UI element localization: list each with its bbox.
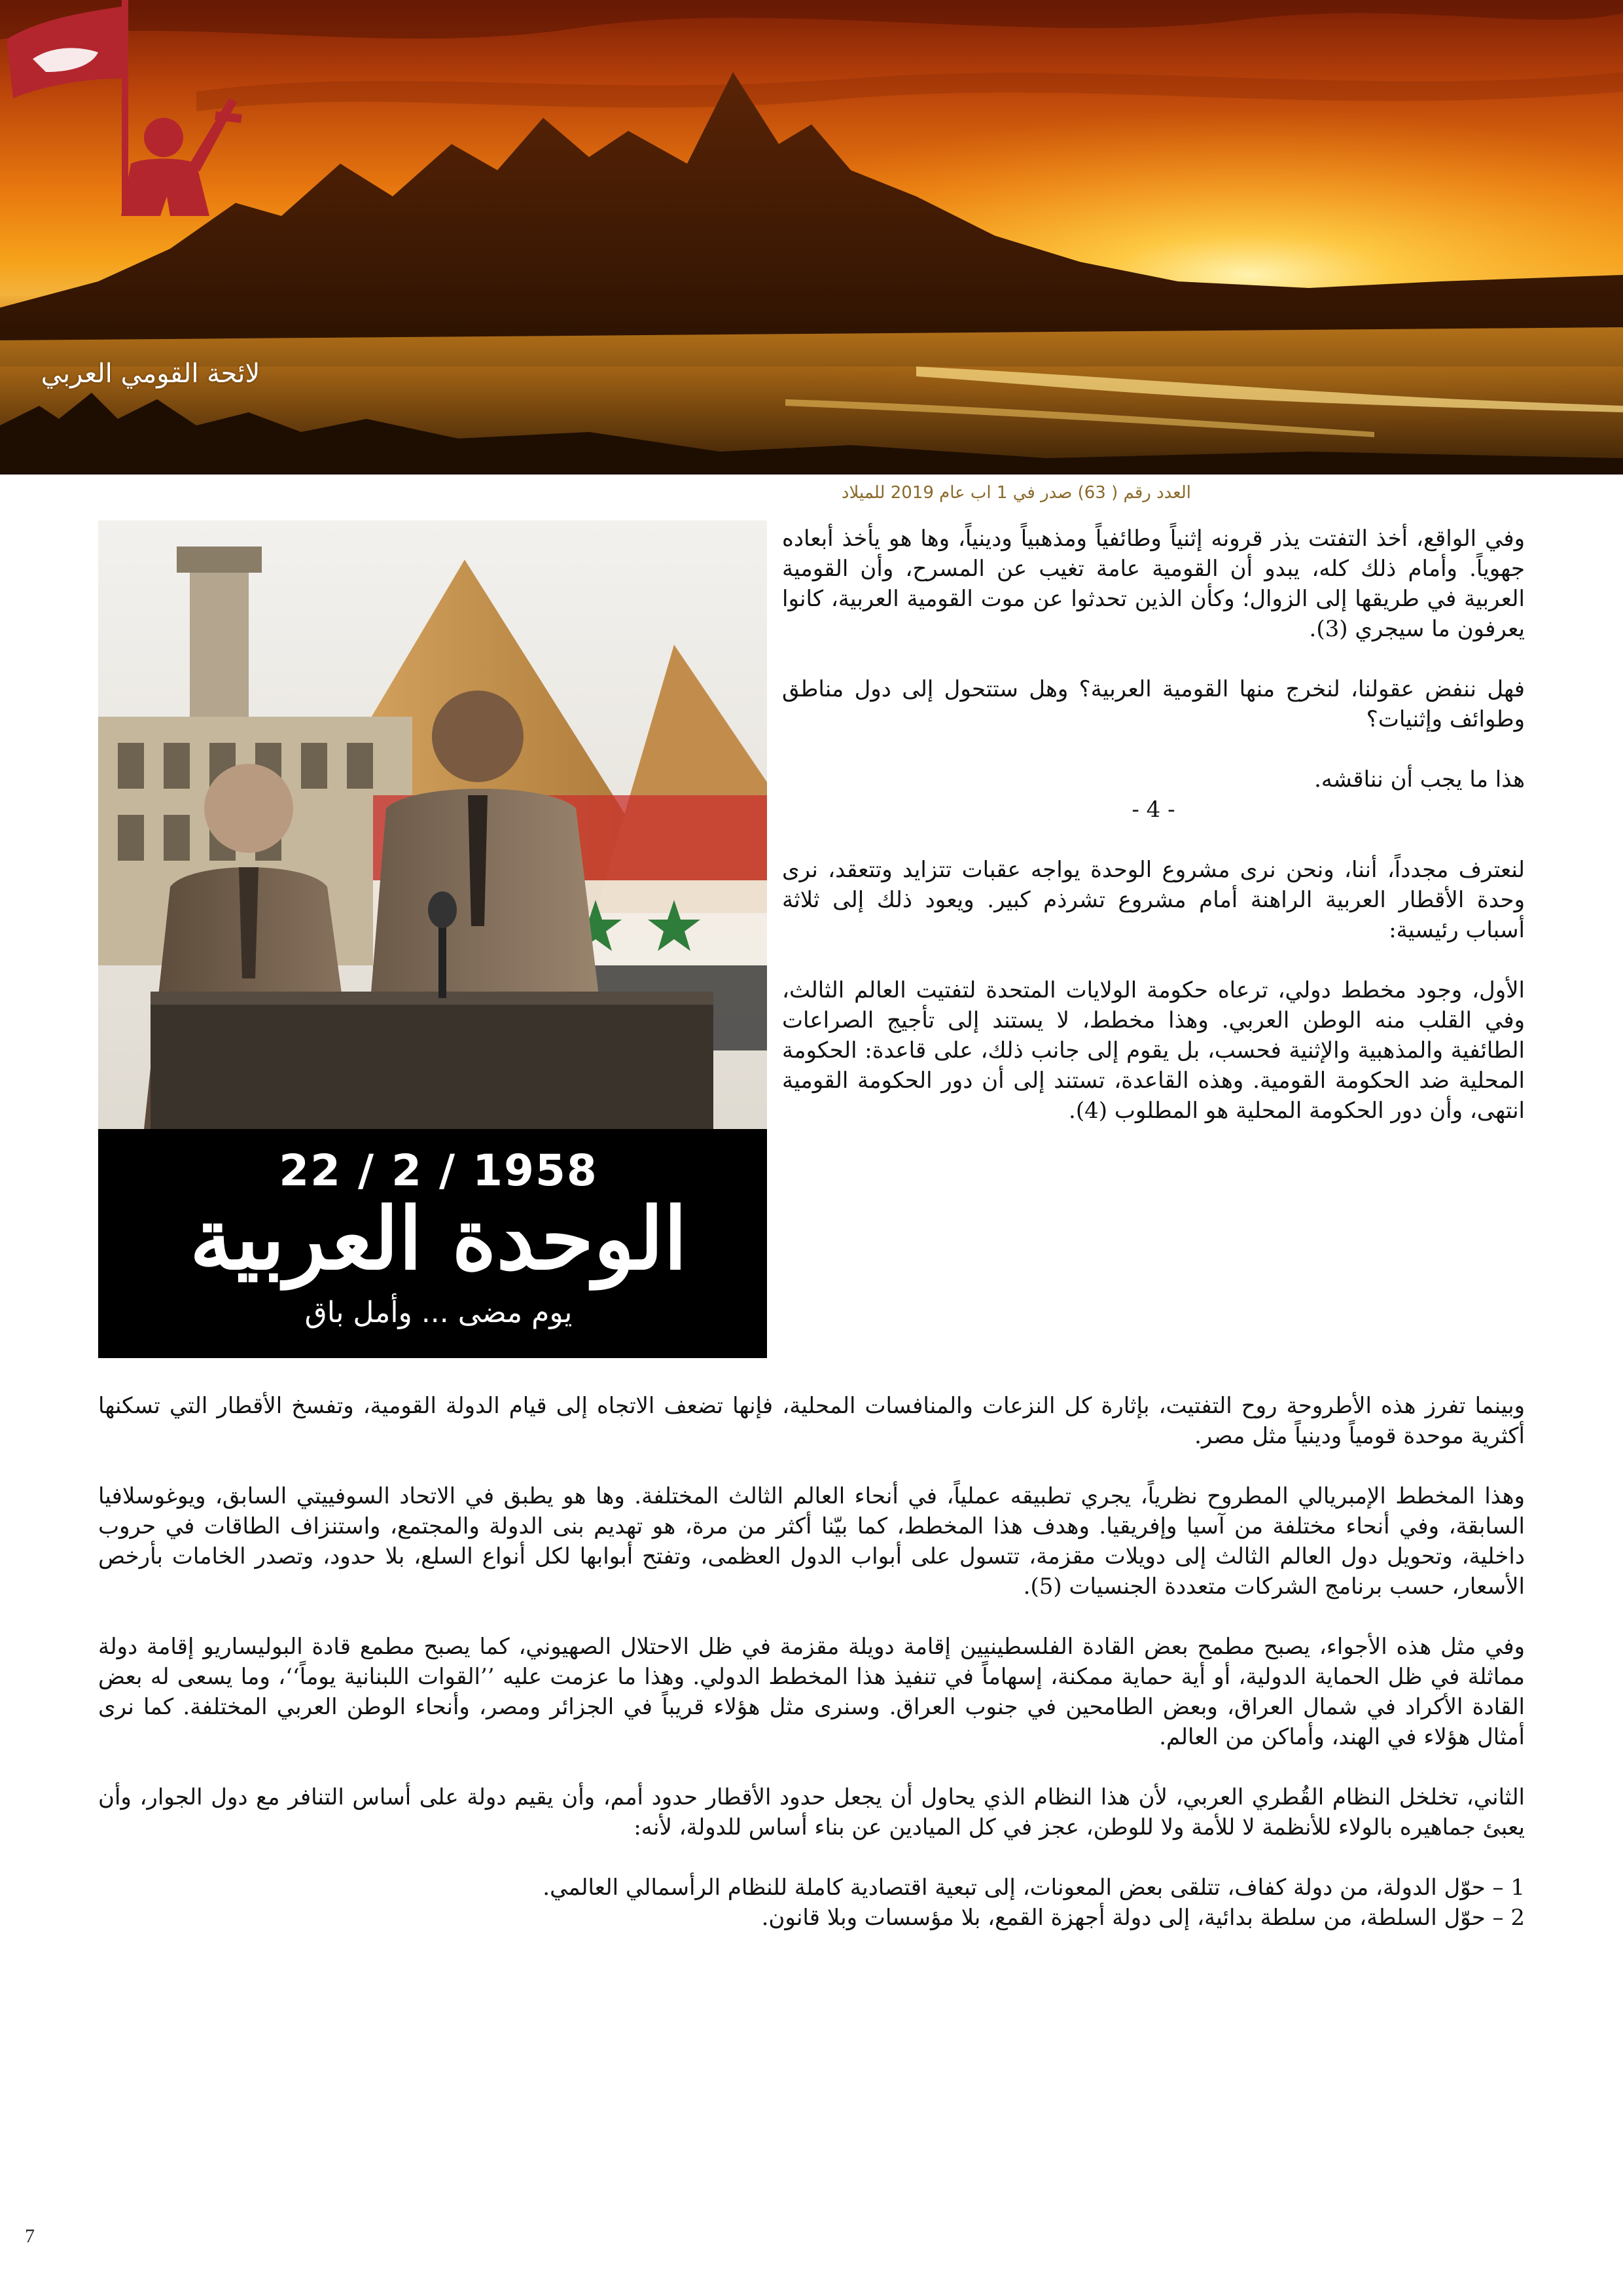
section-number: - 4 - — [1132, 797, 1175, 823]
paragraph: الثاني، تخلخل النظام القُطري العربي، لأن هذا النظام الذي يحاول أن يجعل حدود الأقطار حدود أمم، وأن يقيم دولة على أساس التنافر مع دول الجوار، وأن يعبئ جماهيره بالولاء للأنظمة لا للأمة ولا للوطن، عجز في كل الميادين عن بناء أساس للدولة، لأنه: — [98, 1784, 1525, 1840]
article-photo — [98, 520, 767, 1358]
paragraph: لنعترف مجدداً، أننا، ونحن نرى مشروع الوحدة يواجه عقبات تتزايد وتتعقد، نرى وحدة الأقطار العربية الراهنة أمام مشروع تشرذم كبير. ويعود ذلك إلى ثلاثة أسباب رئيسية: — [782, 857, 1525, 943]
photo-subtitle: يوم مضى ... وأمل باق — [304, 1296, 573, 1329]
header-banner — [0, 0, 1623, 475]
logo-text: لائحة القومي العربي — [41, 359, 260, 389]
page-number: 7 — [25, 2225, 35, 2247]
paragraph: وبينما تفرز هذه الأطروحة روح التفتيت، بإثارة كل النزعات والمنافسات المحلية، فإنها تضعف الاتجاه إلى قيام الدولة القومية، وتفسخ الأقطار التي تسكنها أكثرية موحدة قومياً ودينياً مثل مصر. — [98, 1393, 1525, 1449]
photo-title: الوحدة العربية — [189, 1189, 688, 1289]
paragraph: الأول، وجود مخطط دولي، ترعاه حكومة الولايات المتحدة لتفتيت العالم الثالث، وفي القلب منه الوطن العربي. وهذا مخطط، لا يستند إلى تأجيج الصراعات الطائفية والمذهبية والإثنية فحسب، بل يقوم إلى جانب ذلك، على قاعدة: الحكومة المحلية ضد الحكومة القومية. وهذه القاعدة، تستند إلى أن دور الحكومة القومية انتهى، وأن دور الحكومة المحلية هو المطلوب (4). — [782, 977, 1525, 1124]
paragraph: فهل ننفض عقولنا، لنخرج منها القومية العربية؟ وهل ستتحول إلى دول مناطق وطوائف وإثنيات؟ — [782, 676, 1525, 732]
logo-emblem-icon — [0, 0, 262, 249]
paragraph: وفي الواقع، أخذ التفتت يذر قرونه إثنياً وطائفياً ومذهبياً ودينياً، وها هو يأخذ أبعاده جهوياً. وأمام ذلك كله، يبدو أن القومية عامة تغيب عن المسرح، وأن القومية العربية في طريقها إلى الزوال؛ وكأن الذين تحدثوا عن موت القومية العربية، كانوا يعرفون ما سيجري (3). — [782, 526, 1525, 642]
paragraph: هذا ما يجب أن نناقشه. — [1314, 766, 1525, 793]
paragraph: وفي مثل هذه الأجواء، يصبح مطمح بعض القادة الفلسطينيين إقامة دويلة مقزمة في ظل الاحتلال الصهيوني، كما يصبح مطمع قادة البوليساريو إقامة دولة مماثلة في ظل الحماية الدولية، أو أية حماية ممكنة، إسهاماً في تنفيذ هذا المخطط الدولي. وهذا ما عزمت عليه ’’القوات اللبنانية يوماً‘‘، وما يسعى له بعض القادة الأكراد في شمال العراق، وبعض الطامحين في جنوب العراق. وسنرى مثل هؤلاء قريباً في الجزائر ومصر، وأنحاء الوطن العربي المختلفة. كما نرى أمثال هؤلاء في الهند، وأماكن من العالم. — [98, 1634, 1525, 1750]
issue-line: العدد رقم ( 63) صدر في 1 اب عام 2019 للميلاد — [841, 483, 1191, 503]
paragraph: وهذا المخطط الإمبريالي المطروح نظرياً، يجري تطبيقه عملياً، في أنحاء العالم الثالث المختلفة. وها هو يطبق في الاتحاد السوفييتي السابق، ويوغوسلافيا السابقة، وفي أنحاء مختلفة من آسيا وإفريقيا. وهدف هذا المخطط، كما بيّنا أكثر من مرة، هو تهديم بنى الدولة والمجتمع، واستنزاف الطاقات في حروب داخلية، وتحويل دول العالم الثالث إلى دويلات مقزمة، تتسول على أبواب الدول العظمى، وتفتح أبوابها لكل أنواع السلع، بلا حدود، وتصدر الخامات بأرخص الأسعار، حسب برنامج الشركات متعددة الجنسيات (5). — [98, 1483, 1525, 1600]
article-body-full — [98, 1391, 1525, 1933]
list-item: 2 – حوّل السلطة، من سلطة بدائية، إلى دولة أجهزة القمع، بلا مؤسسات وبلا قانون. — [761, 1905, 1525, 1931]
photo-date: 22 / 2 / 1958 — [279, 1145, 598, 1196]
list-item: 1 – حوّل الدولة، من دولة كفاف، تتلقى بعض المعونات، إلى تبعية اقتصادية كاملة للنظام الرأسمالي العالمي. — [543, 1874, 1525, 1901]
article-column-right — [782, 524, 1525, 1156]
